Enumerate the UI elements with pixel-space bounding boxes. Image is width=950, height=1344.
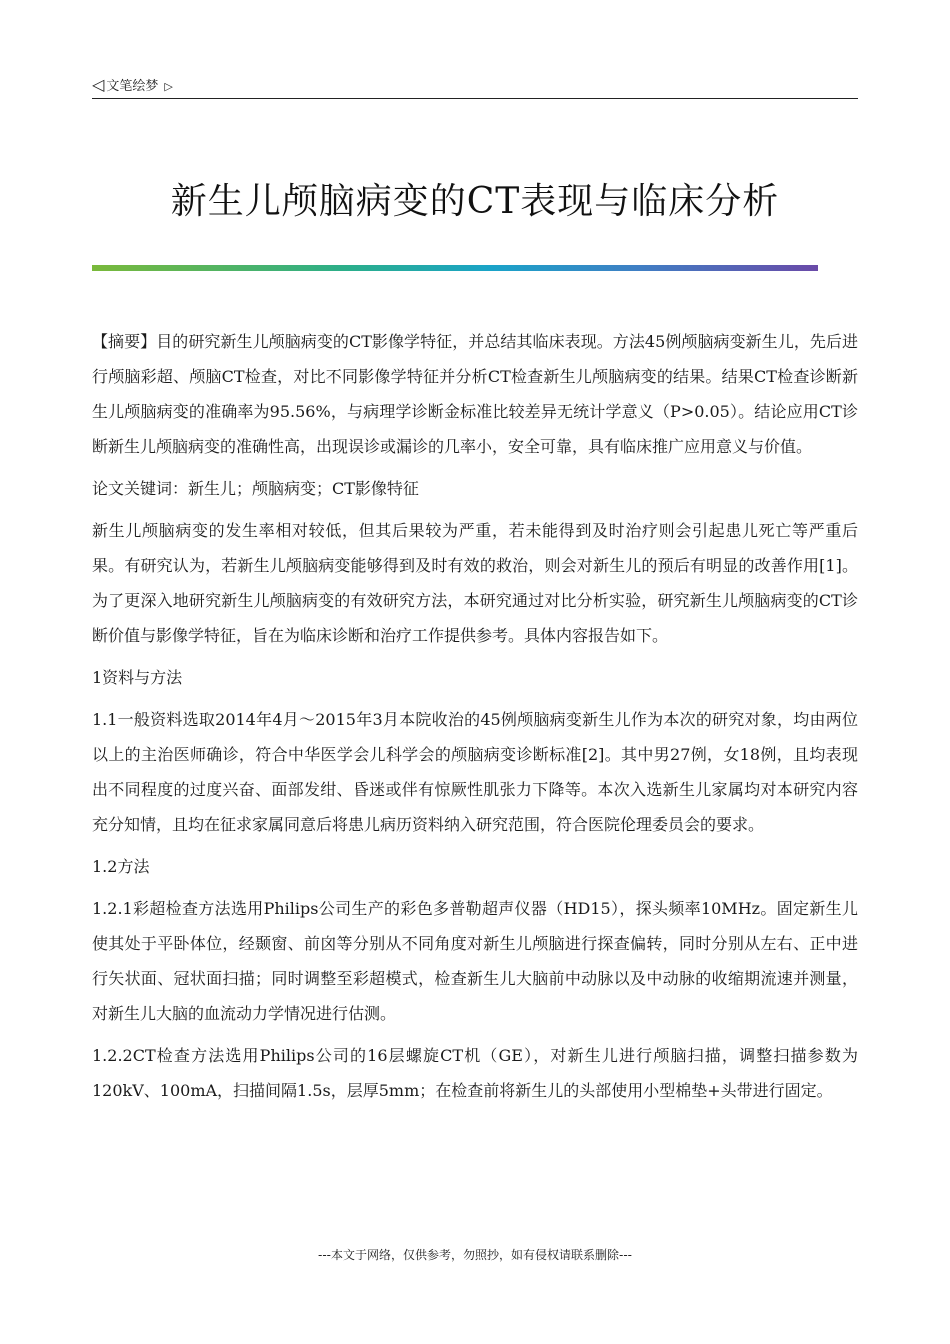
- brand: [92, 76, 173, 96]
- page-header: [92, 76, 858, 99]
- triangle-right-icon: ▷: [164, 80, 173, 93]
- ultrasound-method-paragraph: 1.2.1彩超检查方法选用Philips公司生产的彩色多普勒超声仪器（HD15），探头频率10MHz。固定新生儿使其处于平卧体位，经颞窗、前囟等分别从不同角度对新生儿颅脑进行探查偏转，同时分别从左右、正中进行矢状面、冠状面扫描；同时调整至彩超模式，检查新生儿大脑前中动脉以及中动脉的收缩期流速并测量，对新生儿大脑的血流动力学情况进行估测。: [92, 899, 858, 1023]
- general-data-paragraph: 1.1一般资料选取2014年4月～2015年3月本院收治的45例颅脑病变新生儿作为本次的研究对象，均由两位以上的主治医师确诊，符合中华医学会儿科学会的颅脑病变诊断标准[2]。其中男27例，女18例，且均表现出不同程度的过度兴奋、面部发绀、昏迷或伴有惊厥性肌张力下降等。本次入选新生儿家属均对本研究内容充分知情，且均在征求家属同意后将患儿病历资料纳入研究范围，符合医院伦理委员会的要求。: [92, 710, 858, 834]
- keywords-paragraph: 论文关键词：新生儿；颅脑病变；CT影像特征: [92, 479, 419, 498]
- ct-method-paragraph: 1.2.2CT检查方法选用Philips公司的16层螺旋CT机（GE），对新生儿进行颅脑扫描，调整扫描参数为120kV、100mA，扫描间隔1.5s，层厚5mm；在检查前将新生儿的头部使用小型棉垫+头带进行固定。: [92, 1046, 858, 1100]
- triangle-left-icon: ◁: [92, 75, 105, 94]
- subsection-heading: 1.2方法: [92, 857, 150, 876]
- page-footer: ---本文于网络，仅供参考，勿照抄，如有侵权请联系删除---: [318, 1248, 632, 1262]
- section-heading: 1资料与方法: [92, 668, 183, 687]
- document-body: [92, 324, 858, 1115]
- title-gradient-bar: [92, 265, 818, 271]
- document-title: 新生儿颅脑病变的CT表现与临床分析: [170, 181, 780, 222]
- abstract-paragraph: 【摘要】目的研究新生儿颅脑病变的CT影像学特征，并总结其临床表现。方法45例颅脑病变新生儿，先后进行颅脑彩超、颅脑CT检查，对比不同影像学特征并分析CT检查新生儿颅脑病变的结果。结果CT检查诊断新生儿颅脑病变的准确率为95.56%，与病理学诊断金标准比较差异无统计学意义（P>0.05）。结论应用CT诊断新生儿颅脑病变的准确性高，出现误诊或漏诊的几率小，安全可靠，具有临床推广应用意义与价值。: [92, 332, 858, 456]
- intro-paragraph: 新生儿颅脑病变的发生率相对较低，但其后果较为严重，若未能得到及时治疗则会引起患儿死亡等严重后果。有研究认为，若新生儿颅脑病变能够得到及时有效的救治，则会对新生儿的预后有明显的改善作用[1]。为了更深入地研究新生儿颅脑病变的有效研究方法，本研究通过对比分析实验，研究新生儿颅脑病变的CT诊断价值与影像学特征，旨在为临床诊断和治疗工作提供参考。具体内容报告如下。: [92, 521, 858, 645]
- brand-name: 文笔绘梦: [106, 79, 159, 94]
